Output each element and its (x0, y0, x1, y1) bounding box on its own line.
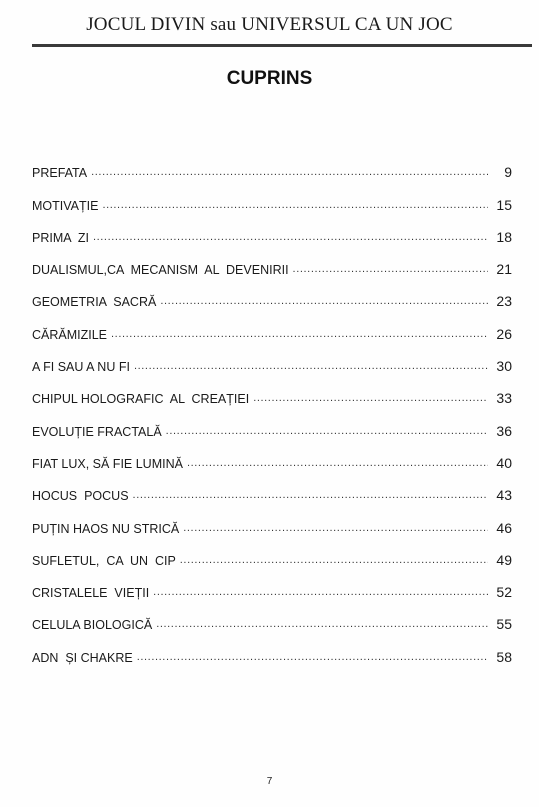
toc-entry (32, 277, 512, 309)
toc-entry-page: 21 (496, 261, 512, 278)
toc-entry-label: PRIMA ZI (32, 230, 89, 245)
toc-entry-label: MOTIVAȚIE (32, 198, 99, 213)
toc-entry-label: DUALISMUL,CA MECANISM AL DEVENIRII (32, 263, 289, 278)
toc-entry-page: 58 (496, 648, 512, 665)
toc-entry (32, 180, 512, 212)
toc-entry (32, 471, 512, 503)
toc-entry-page: 40 (496, 454, 512, 471)
toc-entry (32, 309, 512, 341)
page-number: 7 (266, 776, 273, 787)
toc-entry-label: CHIPUL HOLOGRAFIC AL CREAȚIEI (32, 392, 250, 407)
toc-entry-page: 23 (496, 293, 512, 310)
toc-entry-label: PUȚIN HAOS NU STRICĂ (32, 521, 180, 536)
toc-entry-page: 26 (496, 325, 512, 342)
toc-entry-page: 18 (496, 228, 512, 245)
toc-entry-label: ADN ȘI CHAKRE (32, 650, 133, 665)
toc-entry (32, 536, 512, 568)
toc-entry-page: 33 (496, 390, 512, 407)
toc-entry-label: CELULA BIOLOGICĂ (32, 618, 153, 633)
toc-entry (32, 600, 512, 632)
toc-entry-label: HOCUS POCUS (32, 489, 129, 504)
toc-entry (32, 213, 512, 245)
toc-leader-dots (180, 554, 488, 566)
toc-leader-dots (253, 392, 488, 404)
toc-entry-label: CRISTALELE VIEȚII (32, 586, 150, 601)
toc-entry-page: 49 (496, 551, 512, 568)
toc-entry-label: EVOLUȚIE FRACTALĂ (32, 424, 162, 439)
toc-entry-page: 46 (496, 519, 512, 536)
toc-entry (32, 503, 512, 535)
toc-entry-label: PREFATA (32, 166, 88, 181)
toc-entry-page: 43 (496, 487, 512, 504)
toc-entry-label: SUFLETUL, CA UN CIP (32, 553, 176, 568)
toc-entry (32, 245, 512, 277)
toc-leader-dots (137, 651, 488, 663)
toc-leader-dots (93, 231, 488, 243)
toc-leader-dots (134, 360, 488, 372)
toc-entry-label: GEOMETRIA SACRĂ (32, 295, 157, 310)
toc-entry-label: CĂRĂMIZILE (32, 327, 108, 342)
toc-entry-page: 30 (496, 358, 512, 375)
toc-leader-dots (160, 295, 488, 307)
header-rule (32, 44, 532, 47)
toc-entry-page: 55 (496, 616, 512, 633)
toc-leader-dots (166, 425, 488, 437)
table-of-contents (32, 148, 512, 665)
toc-entry (32, 632, 512, 664)
toc-title: CUPRINS (226, 68, 313, 89)
toc-leader-dots (156, 618, 488, 630)
toc-entry (32, 439, 512, 471)
toc-leader-dots (183, 522, 488, 534)
toc-entry-page: 15 (496, 196, 512, 213)
toc-entry (32, 374, 512, 406)
toc-entry-page: 36 (496, 422, 512, 439)
toc-leader-dots (111, 328, 488, 340)
toc-entry-label: FIAT LUX, SĂ FIE LUMINĂ (32, 456, 183, 471)
toc-entry (32, 148, 512, 180)
toc-entry-page: 9 (504, 164, 512, 181)
toc-entry-label: A FI SAU A NU FI (32, 360, 130, 375)
toc-entry (32, 342, 512, 374)
toc-leader-dots (91, 166, 488, 178)
toc-leader-dots (133, 489, 488, 501)
running-header: JOCUL DIVIN sau UNIVERSUL CA UN JOC (86, 14, 453, 35)
toc-leader-dots (293, 263, 488, 275)
toc-entry (32, 406, 512, 438)
toc-entry (32, 568, 512, 600)
toc-leader-dots (187, 457, 488, 469)
toc-leader-dots (153, 586, 488, 598)
toc-leader-dots (102, 199, 488, 211)
toc-entry-page: 52 (496, 584, 512, 601)
